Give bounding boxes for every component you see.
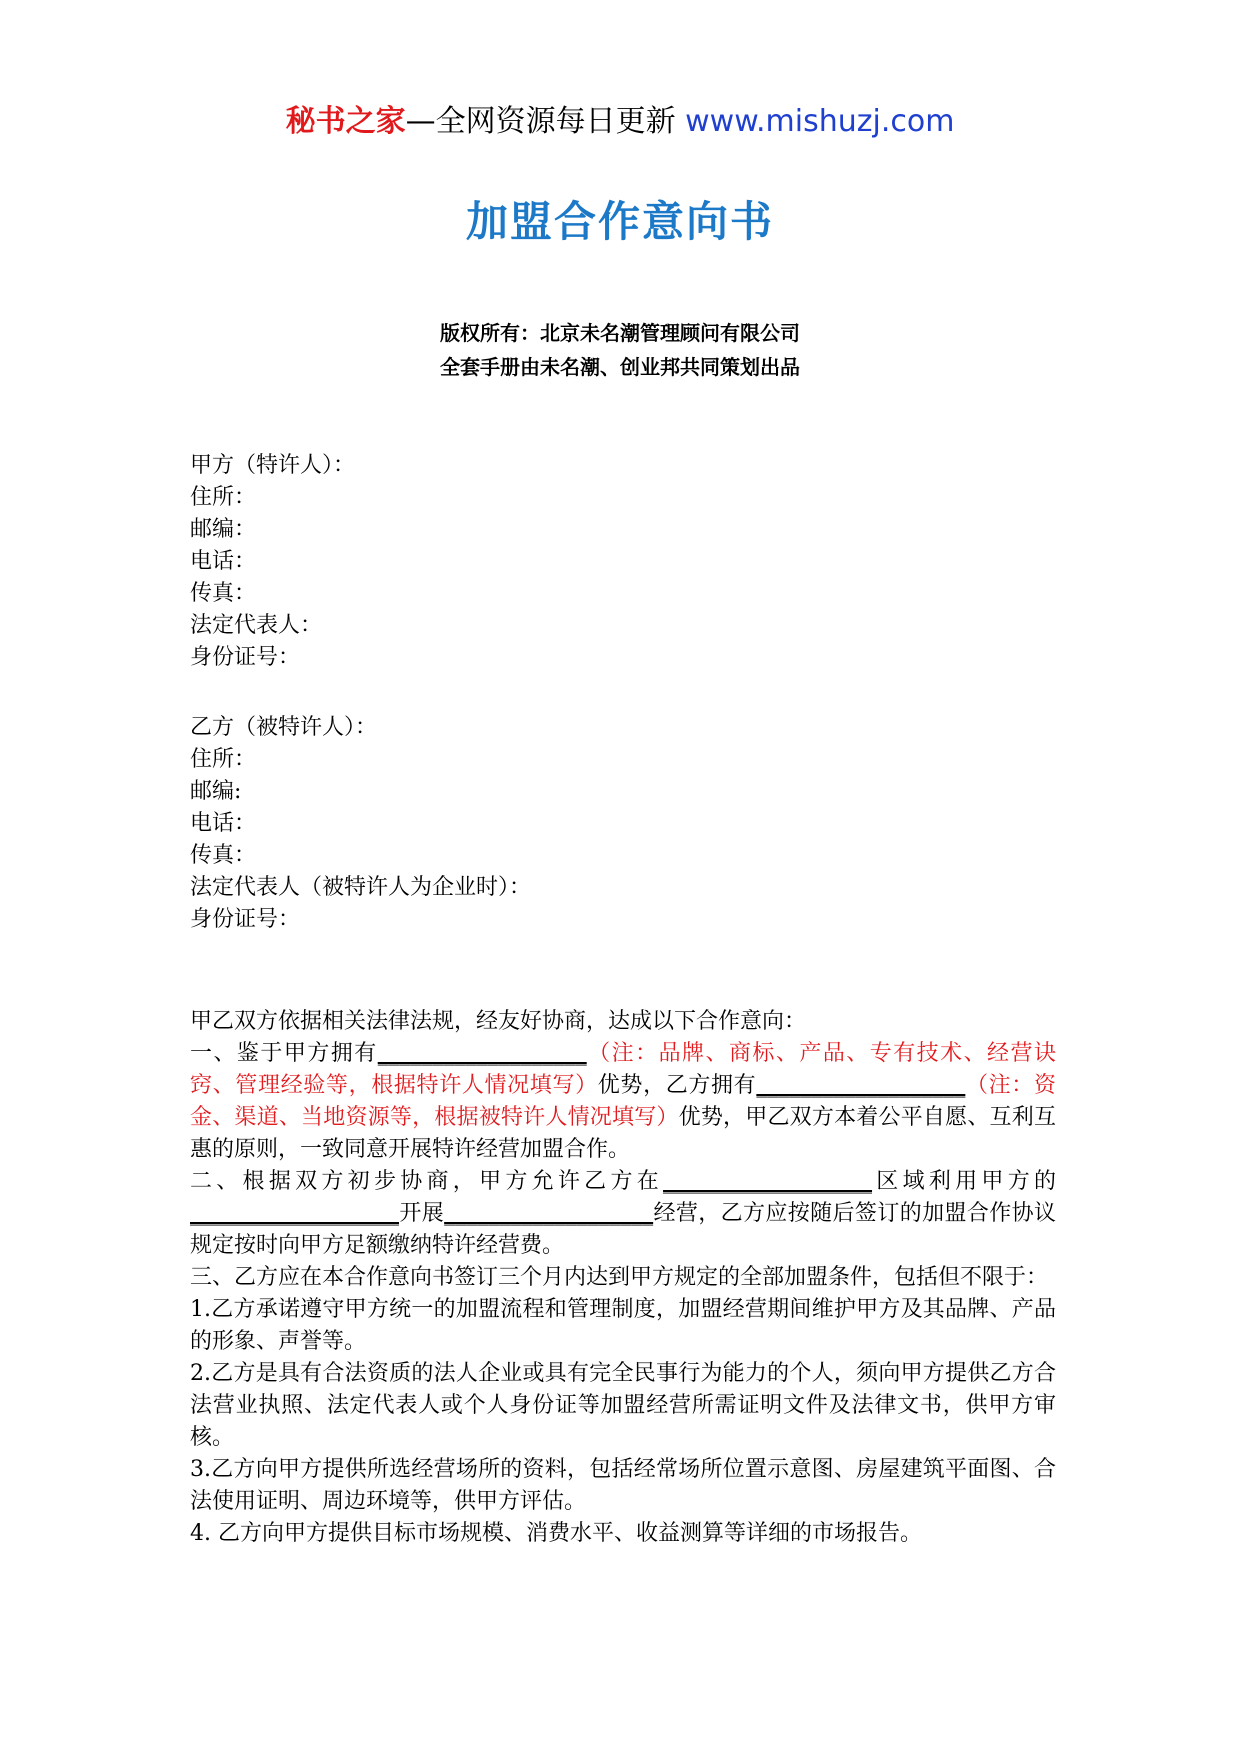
clauses-block <box>190 1006 1056 1550</box>
party-a-id-number: 身份证号： <box>190 645 301 670</box>
clause-2 <box>190 1166 1056 1262</box>
header-tagline: —全网资源每日更新 <box>405 104 686 139</box>
party-a-legal-rep: 法定代表人： <box>190 613 323 638</box>
party-a-address: 住所： <box>190 485 257 510</box>
party-a-block <box>190 450 1056 674</box>
clause-2-text-3: 开展 <box>399 1201 445 1226</box>
party-b-id-number: 身份证号： <box>190 907 301 932</box>
clause-1-note-2: （注：资金、渠道、当地资源等，根据被特许人情况填写） <box>190 1073 1056 1130</box>
party-b-postcode: 邮编: <box>190 779 242 804</box>
brand-name: 秘书之家 <box>285 104 406 139</box>
clause-1-note-1: （注：品牌、商标、产品、专有技术、经营诀窍、管理经验等，根据特许人情况填写） <box>190 1041 1056 1098</box>
clause-1-blank-2: ___________________ <box>756 1073 966 1098</box>
party-b-legal-rep: 法定代表人（被特许人为企业时）： <box>190 875 532 900</box>
document-title: 加盟合作意向书 <box>465 197 774 246</box>
party-a-postcode: 邮编： <box>190 517 257 542</box>
clause-1 <box>190 1038 1056 1166</box>
clause-1-text-3: 优势，甲乙双方本着公平自愿、互利互惠的原则，一致同意开展特许经营加盟合作。 <box>190 1105 1056 1162</box>
clause-3: 三、乙方应在本合作意向书签订三个月内达到甲方规定的全部加盟条件，包括但不限于： <box>190 1265 1049 1290</box>
party-a-phone: 电话： <box>190 549 257 574</box>
copyright-owner: 版权所有：北京未名潮管理顾问有限公司 <box>440 321 800 345</box>
party-b-block <box>190 712 1056 936</box>
clause-2-text-2: 区域利用甲方的 <box>872 1169 1056 1194</box>
clause-2-text-1: 二、根据双方初步协商，甲方允许乙方在 <box>190 1169 664 1194</box>
party-b-address: 住所： <box>190 747 257 772</box>
party-b-heading: 乙方（被特许人）： <box>190 715 378 740</box>
clause-1-blank-1: ___________________ <box>377 1041 587 1066</box>
clause-2-blank-3: ___________________ <box>444 1201 654 1226</box>
clause-2-blank-2: ___________________ <box>190 1201 399 1226</box>
list-item: 2.乙方是具有合法资质的法人企业或具有完全民事行为能力的个人，须向甲方提供乙方合法营业执照、法定代表人或个人身份证等加盟经营所需证明文件及法律文书，供甲方审核。 <box>190 1361 1056 1450</box>
party-b-fax: 传真： <box>190 843 257 868</box>
site-url-link[interactable]: www.mishuzj.com <box>685 104 955 139</box>
clauses-intro: 甲乙双方依据相关法律法规，经友好协商，达成以下合作意向： <box>190 1009 807 1034</box>
site-header <box>0 100 1240 144</box>
clause-1-text-1: 一、鉴于甲方拥有 <box>190 1041 378 1066</box>
list-item: 4. 乙方向甲方提供目标市场规模、消费水平、收益测算等详细的市场报告。 <box>190 1521 922 1546</box>
clause-2-blank-1: ___________________ <box>663 1169 873 1194</box>
list-item: 3.乙方向甲方提供所选经营场所的资料，包括经常场所位置示意图、房屋建筑平面图、合法使用证明、周边环境等，供甲方评估。 <box>190 1457 1056 1514</box>
party-a-heading: 甲方（特许人）： <box>190 453 356 478</box>
copyright-block <box>0 316 1240 384</box>
clause-1-text-2: 优势，乙方拥有 <box>597 1073 757 1098</box>
party-b-phone: 电话： <box>190 811 257 836</box>
copyright-credit: 全套手册由未名潮、创业邦共同策划出品 <box>440 355 800 379</box>
party-a-fax: 传真： <box>190 581 257 606</box>
list-item: 1.乙方承诺遵守甲方统一的加盟流程和管理制度，加盟经营期间维护甲方及其品牌、产品的形象、声誉等。 <box>190 1297 1056 1354</box>
clause-2-text-4: 经营，乙方应按随后签订的加盟合作协议规定按时向甲方足额缴纳特许经营费。 <box>190 1201 1056 1258</box>
